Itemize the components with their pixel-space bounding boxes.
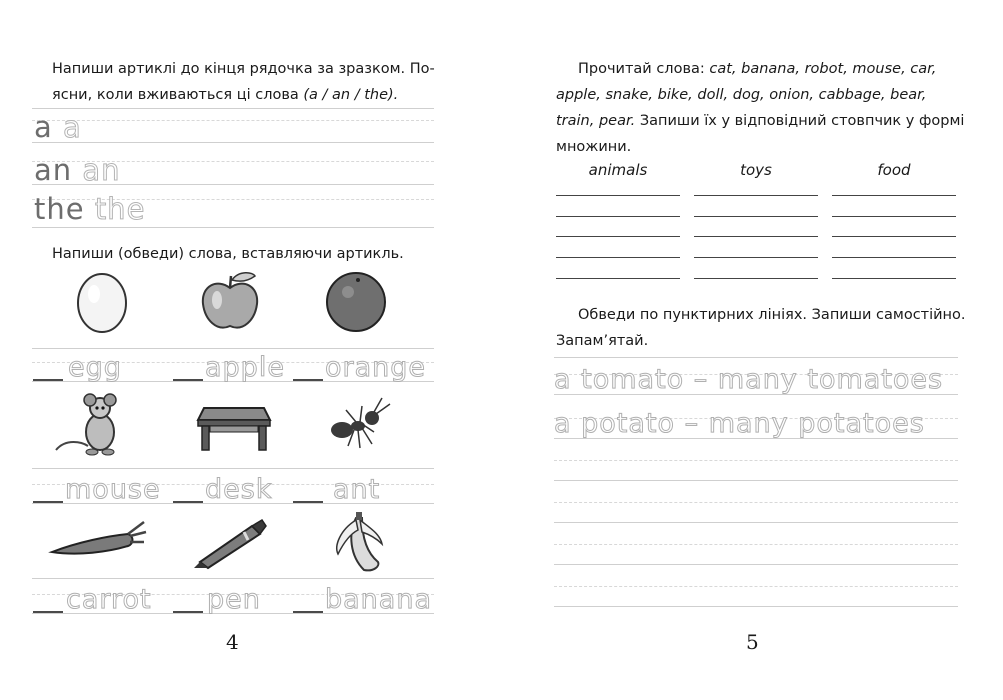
article-sample: the	[34, 192, 85, 226]
column-header-toys: toys	[740, 161, 772, 179]
article-row-an	[34, 153, 121, 187]
mouse-picture	[52, 392, 138, 458]
instruction-text: Прочитай слова:	[578, 61, 710, 77]
instruction-line: Напиши артиклі до кінця рядочка за зразком. По-	[52, 61, 435, 77]
article-sample: a	[34, 110, 53, 144]
instruction-line: множини.	[556, 139, 632, 155]
egg-picture	[74, 270, 130, 334]
word-egg[interactable]: egg	[68, 352, 122, 383]
pen-picture	[192, 516, 268, 570]
column-header-animals: animals	[588, 161, 648, 179]
right-page	[500, 0, 1003, 700]
word-desk[interactable]: desk	[205, 474, 273, 505]
ant-picture	[328, 392, 394, 452]
article-row-a	[34, 110, 82, 144]
article-row-the	[34, 192, 145, 226]
instruction-italic: apple, snake, bike, doll, dog, onion, cabbage, bear,	[556, 87, 927, 103]
word-carrot[interactable]: carrot	[66, 584, 152, 615]
column-header-food: food	[877, 161, 911, 179]
word-apple[interactable]: apple	[205, 352, 285, 383]
desk-picture	[196, 398, 272, 452]
instruction-italic: (a / an / the).	[303, 87, 399, 103]
instruction-line: Обведи по пунктирних лініях. Запиши самостійно.	[578, 307, 966, 323]
instruction-text: ясни, коли вживаються ці слова	[52, 87, 304, 103]
article-trace[interactable]: an	[82, 153, 121, 187]
article-trace[interactable]: the	[94, 192, 146, 226]
instruction-line: Запам’ятай.	[556, 333, 649, 349]
word-ant[interactable]: ant	[333, 474, 381, 505]
apple-picture	[197, 268, 263, 334]
orange-picture	[324, 270, 388, 334]
instruction-insert-article: Напиши (обведи) слова, вставляючи артикль.	[52, 246, 404, 262]
carrot-picture	[48, 518, 148, 562]
instruction-italic: train, pear.	[556, 113, 636, 129]
instruction-trace	[556, 302, 988, 354]
article-sample: an	[34, 153, 73, 187]
word-pen[interactable]: pen	[207, 584, 261, 615]
instruction-line	[556, 108, 988, 134]
page-number-right: 5	[746, 630, 759, 654]
page-number-left: 4	[226, 630, 239, 654]
banana-picture	[330, 510, 386, 576]
left-page	[0, 0, 470, 700]
instruction-text: Запиши їх у відповідний стовпчик у формі	[635, 113, 965, 129]
instruction-line	[52, 82, 452, 108]
instruction-italic: cat, banana, robot, mouse, car,	[709, 61, 937, 77]
instruction-line	[578, 56, 988, 82]
trace-tomato[interactable]: a tomato – many tomatoes	[554, 364, 944, 395]
word-mouse[interactable]: mouse	[65, 474, 161, 505]
instruction-read-words	[556, 56, 988, 160]
word-orange[interactable]: orange	[325, 352, 427, 383]
instruction-articles	[52, 56, 452, 108]
instruction-line	[556, 82, 988, 108]
article-trace[interactable]: a	[63, 110, 82, 144]
trace-potato[interactable]: a potato – many potatoes	[554, 408, 925, 439]
word-banana[interactable]: banana	[325, 584, 432, 615]
